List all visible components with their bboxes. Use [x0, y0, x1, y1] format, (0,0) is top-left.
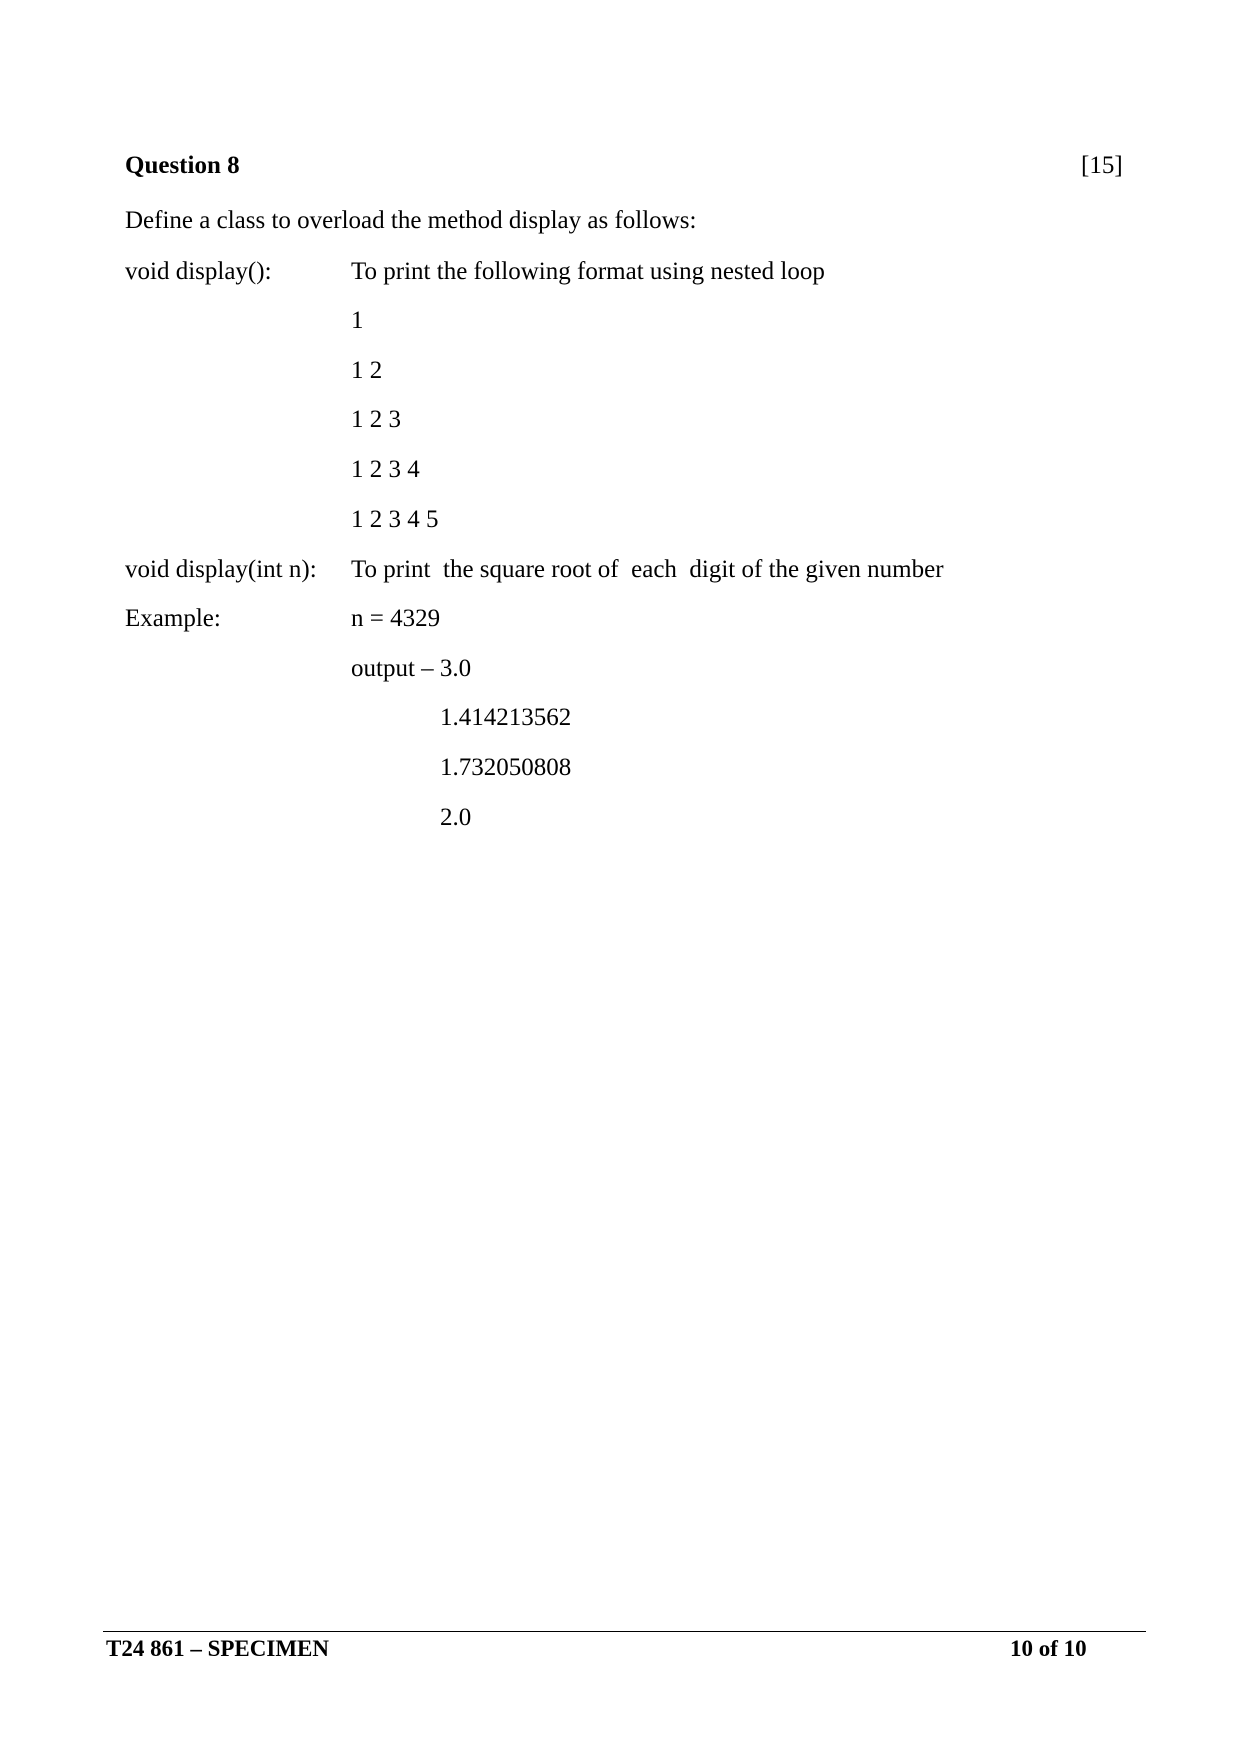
question-marks: [15]: [1081, 152, 1123, 179]
method2-description: To print the square root of each digit of the given number: [351, 556, 944, 583]
pattern-line-4: 1 2 3 4: [351, 456, 420, 483]
footer-paper-code: T24 861 – SPECIMEN: [106, 1636, 329, 1661]
example-output-first: output – 3.0: [351, 655, 472, 682]
pattern-line-3: 1 2 3: [351, 406, 401, 433]
method2-signature: void display(int n):: [125, 556, 317, 583]
example-output-line-4: 2.0: [440, 804, 472, 831]
method1-description: To print the following format using nested loop: [351, 258, 825, 285]
pattern-line-2: 1 2: [351, 357, 383, 384]
pattern-line-1: 1: [351, 307, 364, 334]
example-output-line-3: 1.732050808: [440, 754, 572, 781]
question-intro: Define a class to overload the method display as follows:: [125, 207, 697, 234]
example-output-line-2: 1.414213562: [440, 704, 572, 731]
pattern-line-5: 1 2 3 4 5: [351, 506, 439, 533]
question-title: Question 8: [125, 152, 240, 179]
example-input: n = 4329: [351, 605, 441, 632]
example-label: Example:: [125, 605, 221, 632]
footer-divider: [103, 1631, 1146, 1632]
method1-signature: void display():: [125, 258, 272, 285]
footer-page-number: 10 of 10: [1010, 1636, 1087, 1661]
